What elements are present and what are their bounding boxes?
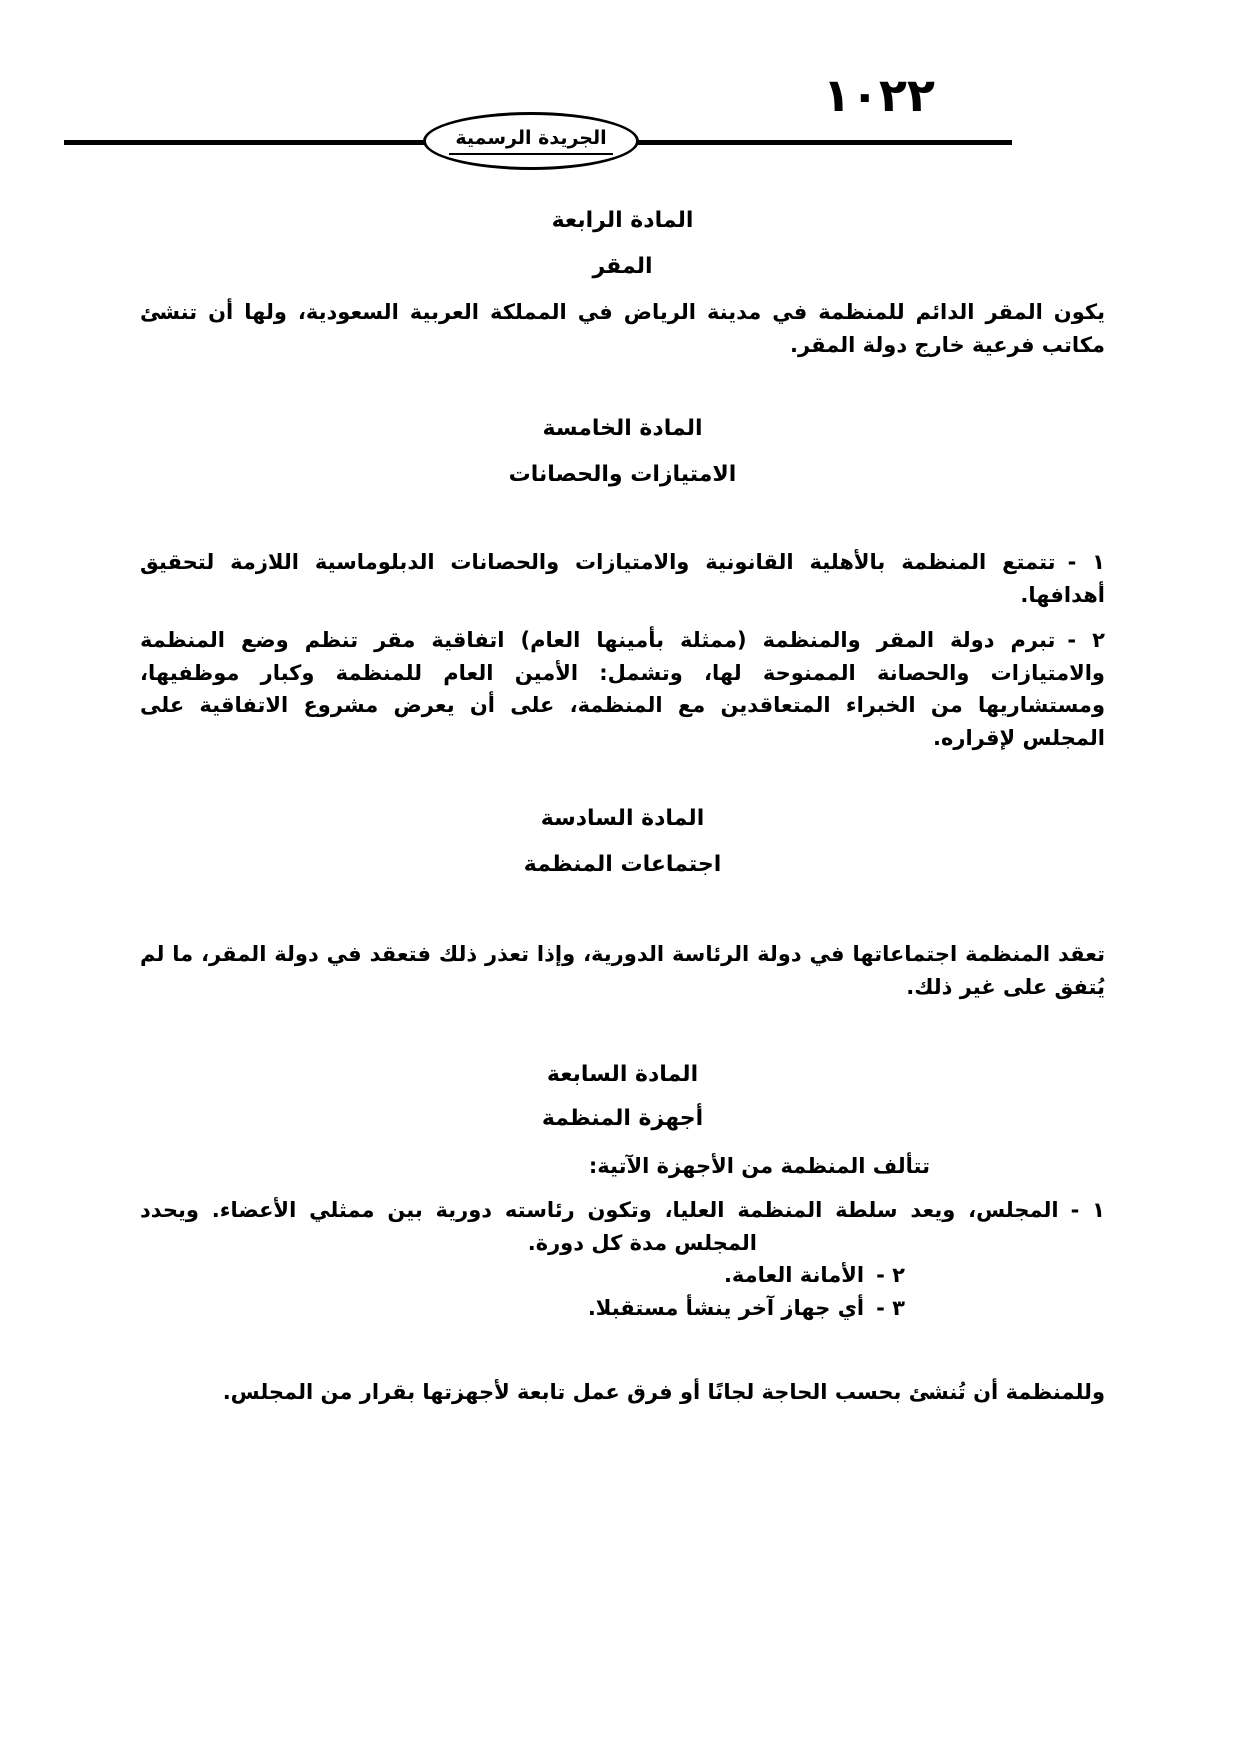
item-number: ٢ - bbox=[1067, 628, 1105, 653]
article7-closing: وللمنظمة أن تُنشئ بحسب الحاجة لجانًا أو فرق عمل تابعة لأجهزتها بقرار من المجلس. bbox=[222, 1380, 1105, 1404]
article7-items bbox=[140, 1194, 1105, 1324]
item-text: المجلس، ويعد سلطة المنظمة العليا، وتكون رئاسته دورية بين ممثلي الأعضاء. ويحدد المجلس مدة كل دورة. bbox=[140, 1198, 1059, 1255]
list-item bbox=[140, 1194, 1105, 1259]
article6-title: المادة السادسة bbox=[540, 806, 705, 831]
article7-intro: تتألف المنظمة من الأجهزة الآتية: bbox=[588, 1154, 930, 1178]
article6-subtitle: اجتماعات المنظمة bbox=[523, 852, 722, 877]
page-number: ١٠٢٢ bbox=[822, 68, 935, 122]
item-number: ١ - bbox=[1070, 1198, 1105, 1222]
item-text: الأمانة العامة. bbox=[723, 1263, 865, 1288]
list-item bbox=[140, 546, 1105, 611]
article6-body: تعقد المنظمة اجتماعاتها في دولة الرئاسة الدورية، وإذا تعذر ذلك فتعقد في دولة المقر، ما لم يُتفق على غير ذلك. bbox=[140, 942, 1105, 999]
gazette-title: الجريدة الرسمية bbox=[449, 127, 612, 155]
list-item bbox=[140, 1292, 1105, 1325]
item-number: ٣ - bbox=[876, 1295, 905, 1320]
list-item bbox=[140, 1259, 1105, 1292]
article4-body: يكون المقر الدائم للمنظمة في مدينة الرياض في المملكة العربية السعودية، ولها أن تنشئ مكاتب فرعية خارج دولة المقر. bbox=[140, 300, 1105, 357]
list-item bbox=[140, 624, 1105, 754]
item-text: أي جهاز آخر ينشأ مستقبلا. bbox=[587, 1295, 865, 1320]
article7-title: المادة السابعة bbox=[546, 1062, 699, 1087]
article4-subtitle: المقر bbox=[592, 254, 653, 279]
gazette-title-badge bbox=[423, 112, 639, 170]
article4-title: المادة الرابعة bbox=[551, 208, 694, 233]
article5-subtitle: الامتيازات والحصانات bbox=[508, 462, 737, 487]
item-text: تتمتع المنظمة بالأهلية القانونية والامتيازات والحصانات الدبلوماسية اللازمة لتحقيق أهدافها. bbox=[140, 550, 1105, 607]
item-number: ١ - bbox=[1067, 550, 1105, 574]
item-text: تبرم دولة المقر والمنظمة (ممثلة بأمينها العام) اتفاقية مقر تنظم وضع المنظمة والامتيازات والحصانة الممنوحة لها، وتشمل: الأمين العام للمنظمة وكبار موظفيها، ومستشاريها من الخبراء المتعاقدين مع المنظمة، على أن يعرض مشروع الاتفاقية على المجلس لإقراره. bbox=[140, 628, 1105, 750]
item-number: ٢ - bbox=[876, 1263, 905, 1288]
article5-title: المادة الخامسة bbox=[542, 416, 703, 441]
article7-subtitle: أجهزة المنظمة bbox=[541, 1106, 704, 1131]
article5-items bbox=[140, 546, 1105, 767]
